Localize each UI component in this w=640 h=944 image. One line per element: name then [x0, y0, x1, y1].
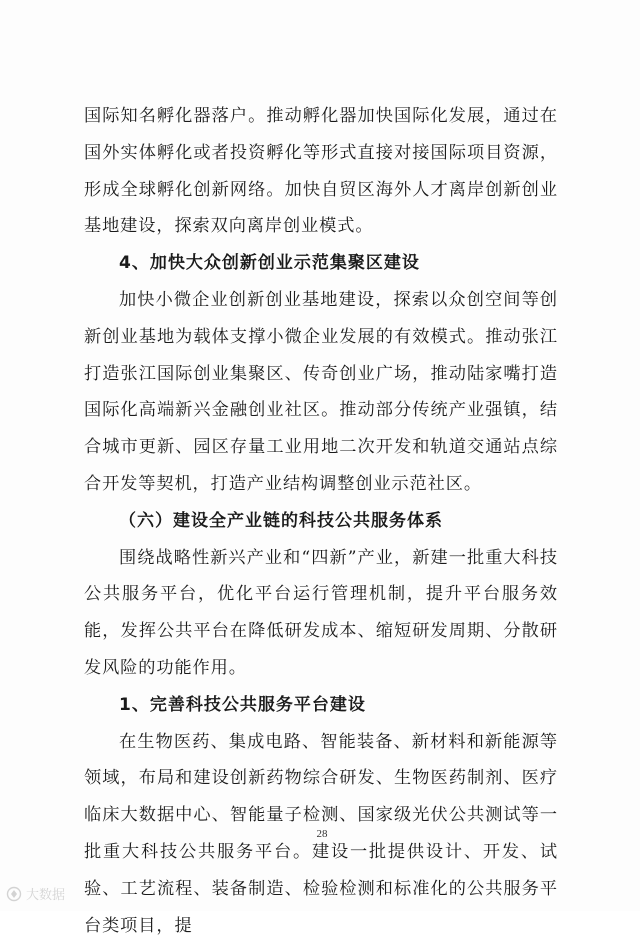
heading-section-1: 1、完善科技公共服务平台建设: [119, 694, 366, 715]
page-number: 28: [316, 828, 328, 840]
heading-section-4: 4、加快大众创新创业示范集聚区建设: [119, 253, 420, 274]
paragraph-public-service: 围绕战略性新兴产业和“四新”产业，新建一批重大科技公共服务平台，优化平台运行管理机制，提升平台服务效能，发挥公共平台在降低研发成本、缩短研发周期、分散研发风险的功能作用。: [84, 547, 558, 678]
paragraph-microenterprise: 加快小微企业创新创业基地建设，探索以众创空间等创新创业基地为载体支撑小微企业发展的有效模式。推动张江打造张江国际创业集聚区、传奇创业广场，推动陆家嘴打造国际化高端新兴金融创业社区。推动部分传统产业强镇，结合城市更新、园区存量工业用地二次开发和轨道交通站点综合开发等契机，打造产业结构调整创业示范社区。: [84, 289, 558, 494]
paragraph-incubator: 国际知名孵化器落户。推动孵化器加快国际化发展，通过在国外实体孵化或者投资孵化等形式直接对接国际项目资源，形成全球孵化创新网络。加快自贸区海外人才离岸创新创业基地建设，探索双向离岸创业模式。: [84, 106, 558, 237]
watermark-logo: [6, 884, 96, 904]
watermark-icon: [6, 885, 96, 903]
document-body: [84, 98, 558, 944]
paragraph-platform-building: 在生物医药、集成电路、智能装备、新材料和新能源等领域，布局和建设创新药物综合研发、生物医药制剂、医疗临床大数据中心、智能量子检测、国家级光伏公共测试等一批重大科技公共服务平台。建设一批提供设计、开发、试验、工艺流程、装备制造、检验检测和标准化的公共服务平台类项目，提: [84, 731, 558, 936]
watermark-text: 大数据: [26, 888, 66, 903]
heading-section-six: （六）建设全产业链的科技公共服务体系: [119, 510, 443, 531]
